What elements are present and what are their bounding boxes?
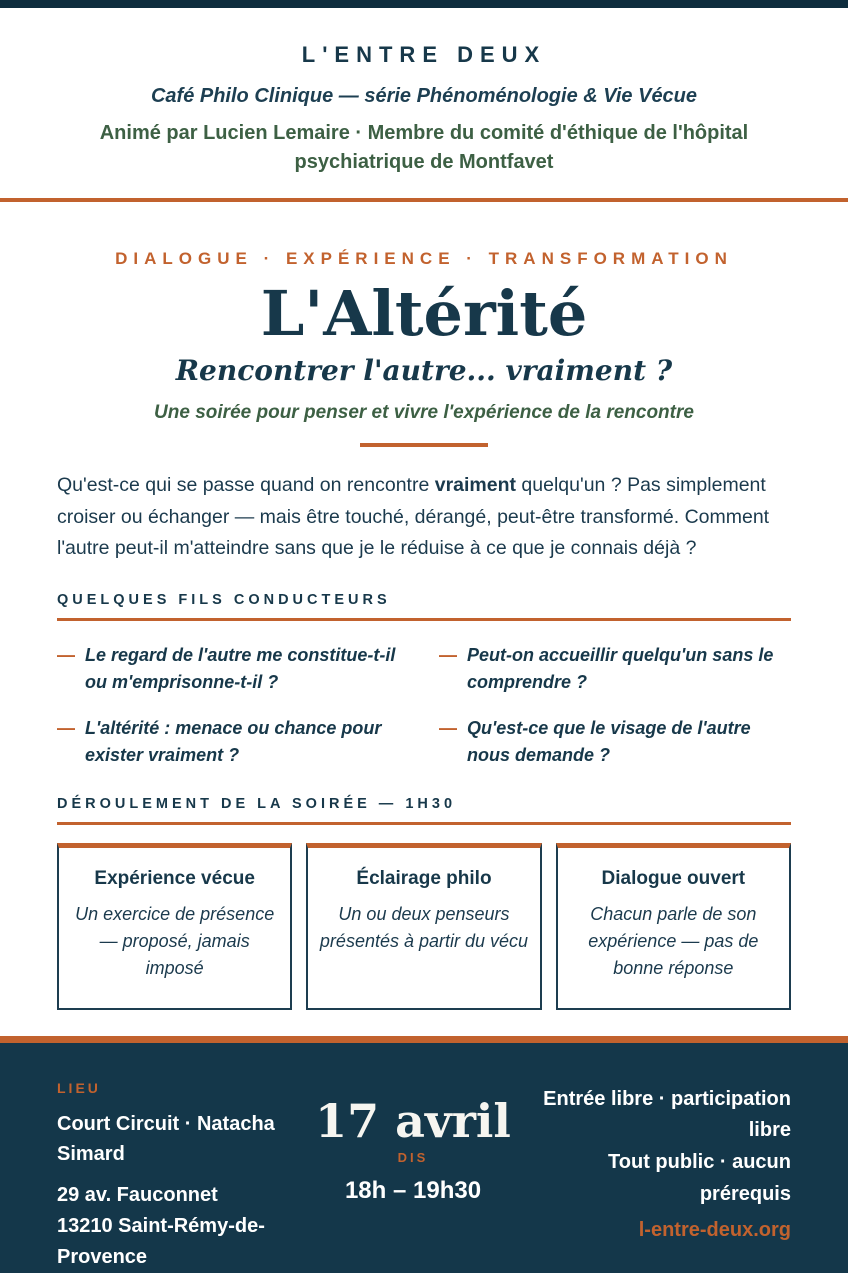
venue-name: Court Circuit · Natacha Simard: [57, 1112, 275, 1165]
intro-bold-word: vraiment: [434, 474, 517, 497]
schedule-cards: [57, 843, 791, 1010]
intro-paragraph: [57, 470, 791, 565]
thread-question: L'altérité : menace ou chance pour exister vraiment ?: [85, 717, 382, 765]
dash-bullet-icon: —: [439, 644, 457, 665]
event-title: L'Altérité: [260, 277, 588, 350]
schedule-card-experience: [57, 843, 292, 1010]
eyebrow-keywords: DIALOGUE · EXPÉRIENCE · TRANSFORMATION: [115, 249, 733, 268]
info-audience: Tout public · aucun prérequis: [608, 1151, 791, 1205]
schedule-heading: DÉROULEMENT DE LA SOIRÉE — 1H30: [57, 796, 791, 825]
schedule-card-philo: [306, 843, 541, 1010]
info-entry: Entrée libre · participation libre: [543, 1087, 791, 1142]
info-column: [529, 1080, 791, 1242]
event-subtitle: Rencontrer l'autre... vraiment ?: [175, 354, 673, 388]
dash-bullet-icon: —: [439, 717, 457, 738]
intro-text-1: Qu'est-ce qui se passe quand on rencontre: [57, 474, 435, 497]
series-subtitle: Café Philo Clinique — série Phénoménologie & Vie Vécue: [150, 85, 698, 107]
list-item: [57, 715, 409, 769]
list-item: [439, 715, 791, 769]
event-tagline: Une soirée pour penser et vivre l'expérience de la rencontre: [154, 402, 694, 424]
list-item: [439, 642, 791, 696]
event-date: 17 avril: [315, 1093, 511, 1148]
card-text: Un exercice de présence — proposé, jamais imposé: [75, 903, 275, 978]
dash-bullet-icon: —: [57, 717, 75, 738]
venue-address-city: 13210 Saint-Rémy-de-Provence: [57, 1214, 265, 1268]
host-line: Animé par Lucien Lemaire · Membre du comité d'éthique de l'hôpital psychiatrique de Montfavet: [99, 122, 749, 173]
website-link[interactable]: l-entre-deux.org: [638, 1219, 791, 1242]
event-time: 18h – 19h30: [344, 1177, 482, 1205]
main-content: [0, 202, 848, 1010]
schedule-card-dialogue: [556, 843, 791, 1010]
card-text: Chacun parle de son expérience — pas de bonne réponse: [588, 903, 759, 978]
venue-column: [57, 1080, 297, 1273]
card-title: Expérience vécue: [94, 867, 255, 889]
date-column: [305, 1080, 521, 1206]
hero-divider: [360, 443, 488, 447]
venue-address-street: 29 av. Fauconnet: [57, 1183, 218, 1206]
top-accent-bar: [0, 0, 848, 8]
hero-section: [57, 202, 791, 447]
brand-name: L'ENTRE DEUX: [301, 42, 547, 67]
card-text: Un ou deux penseurs présentés à partir du vécu: [319, 903, 529, 951]
thread-question: Peut-on accueillir quelqu'un sans le comprendre ?: [467, 644, 774, 692]
card-title: Dialogue ouvert: [601, 867, 746, 889]
threads-heading: QUELQUES FILS CONDUCTEURS: [57, 592, 791, 621]
thread-question: Le regard de l'autre me constitue-t-il ou m'emprisonne-t-il ?: [85, 644, 396, 692]
venue-label: LIEU: [57, 1079, 101, 1096]
event-weekday: DIS: [397, 1150, 429, 1166]
poster-footer: [0, 1036, 848, 1273]
threads-list: [57, 642, 791, 769]
poster-header: [0, 8, 848, 202]
card-title: Éclairage philo: [356, 867, 492, 889]
list-item: [57, 642, 409, 696]
dash-bullet-icon: —: [57, 644, 75, 665]
thread-question: Qu'est-ce que le visage de l'autre nous demande ?: [467, 717, 751, 765]
intro-text-2: quelqu'un ? Pas simplement croiser ou échanger — mais être touché, dérangé, peut-être transformé. Comment l'autre peut-il m'atteindre sans que je le réduise à ce que je connais déjà ?: [57, 474, 770, 560]
